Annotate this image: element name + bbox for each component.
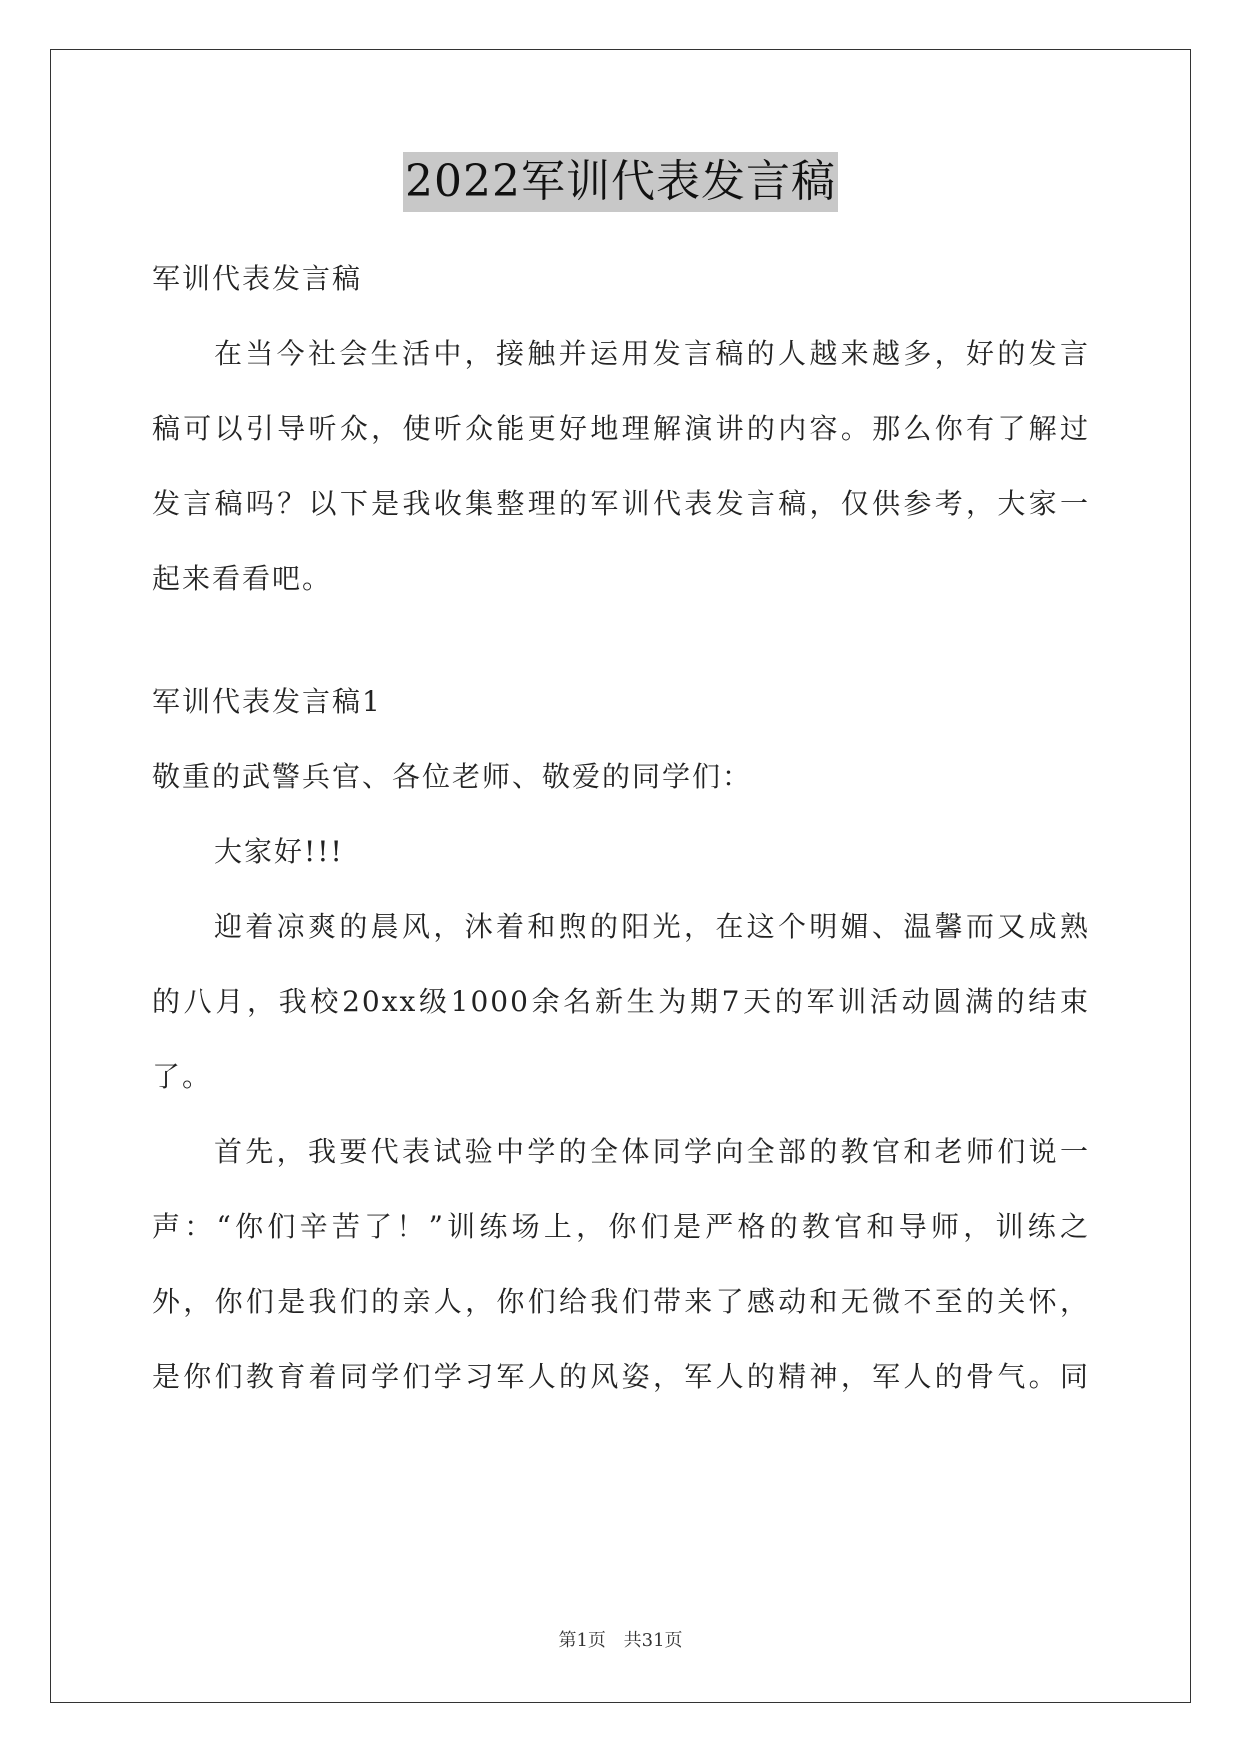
intro-line: 在当今社会生活中，接触并运用发言稿的人越来越多，好的发言 bbox=[214, 337, 1090, 370]
salutation: 敬重的武警兵官、各位老师、敬爱的同学们： bbox=[152, 760, 753, 793]
paragraph-line: 了。 bbox=[152, 1060, 213, 1093]
subtitle: 军训代表发言稿 bbox=[152, 262, 363, 295]
title-container bbox=[0, 152, 1241, 212]
greeting: 大家好!!! bbox=[214, 835, 344, 868]
section-heading: 军训代表发言稿1 bbox=[152, 685, 382, 718]
paragraph-line: 首先，我要代表试验中学的全体同学向全部的教官和老师们说一 bbox=[214, 1135, 1090, 1168]
document-body bbox=[152, 257, 1090, 1430]
intro-line: 稿可以引导听众，使听众能更好地理解演讲的内容。那么你有了解过 bbox=[152, 412, 1090, 445]
paragraph-line: 外，你们是我们的亲人，你们给我们带来了感动和无微不至的关怀， bbox=[152, 1285, 1090, 1318]
paragraph-line: 是你们教育着同学们学习军人的风姿，军人的精神，军人的骨气。同 bbox=[152, 1360, 1090, 1393]
intro-line: 发言稿吗？以下是我收集整理的军训代表发言稿，仅供参考，大家一 bbox=[152, 487, 1090, 520]
intro-line: 起来看看吧。 bbox=[152, 562, 333, 595]
page-number: 第1页 bbox=[558, 1630, 606, 1651]
paragraph-line: 声：“你们辛苦了！”训练场上，你们是严格的教官和导师，训练之 bbox=[152, 1210, 1090, 1243]
paragraph-line: 的八月，我校20xx级1000余名新生为期7天的军训活动圆满的结束 bbox=[152, 985, 1090, 1018]
document-title: 2022军训代表发言稿 bbox=[403, 152, 838, 212]
paragraph-line: 迎着凉爽的晨风，沐着和煦的阳光，在这个明媚、温馨而又成熟 bbox=[214, 910, 1090, 943]
page-total: 共31页 bbox=[623, 1630, 683, 1651]
page-footer bbox=[0, 1626, 1241, 1652]
